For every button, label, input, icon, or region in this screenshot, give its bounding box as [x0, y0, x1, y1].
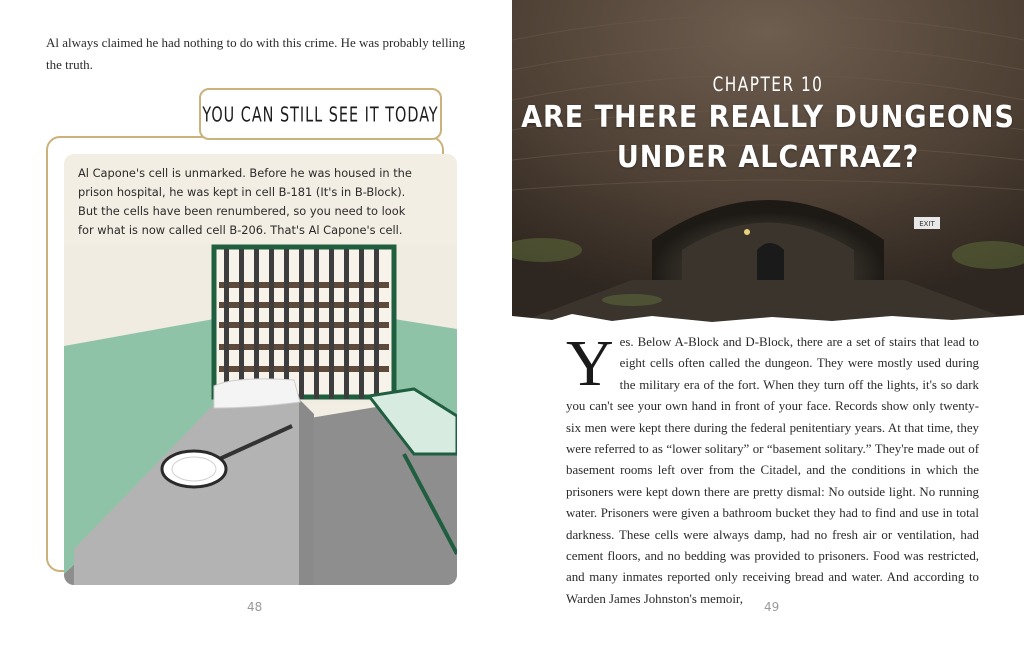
- exit-sign-text: EXIT: [919, 220, 935, 228]
- drop-cap: Y: [566, 327, 614, 400]
- intro-paragraph: Al always claimed he had nothing to do with this crime. He was probably telling the truth.: [46, 35, 466, 72]
- page-number: 49: [764, 600, 780, 614]
- pillow: [214, 379, 300, 408]
- page-number: 48: [247, 600, 263, 614]
- body-text: [566, 327, 979, 610]
- chapter-label: CHAPTER 10: [712, 73, 824, 97]
- sidebar-body: Al Capone's cell is unmarked. Before he was housed in the prison hospital, he was kept in cell B-181 (It's in B-Block). But the cells have been renumbered, so you need to look for what is now called cell B-206. That's Al Capone's cell.: [78, 166, 412, 237]
- right-page: [512, 0, 1024, 658]
- light-icon: [744, 229, 750, 235]
- sidebar-card: [64, 154, 457, 585]
- sidebar-title-box: [199, 88, 442, 140]
- door-icon: [757, 243, 784, 285]
- chapter-title: ARE THERE REALLY DUNGEONS UNDER ALCATRAZ?: [521, 100, 1015, 175]
- body-paragraph: es. Below A-Block and D-Block, there are a set of stairs that lead to eight cells often called the dungeon. They were mostly used during the military era of the fort. When they turn off the lights, it's so dark you can't see your own hand in front of your face. Records show only twenty-six men were kept there during the federal penitentiary years. At that time, they were referred to as “lower solitary” or “basement solitary.” They're made out of basement rooms left over from the Citadel, and the conditions in which the prisoners were kept down there are pretty dismal: No outside light. No running water. Prisoners were given a bathroom bucket they had to find and use in total darkness. These cells were always damp, had no fresh air or ventilation, had cement floors, and no bedding was provided to prisoners. Food was restricted, and many inmates reported only receiving bread and water. And according to Warden James Johnston's memoir,: [566, 335, 979, 606]
- sidebar-title: YOU CAN STILL SEE IT TODAY: [202, 102, 439, 126]
